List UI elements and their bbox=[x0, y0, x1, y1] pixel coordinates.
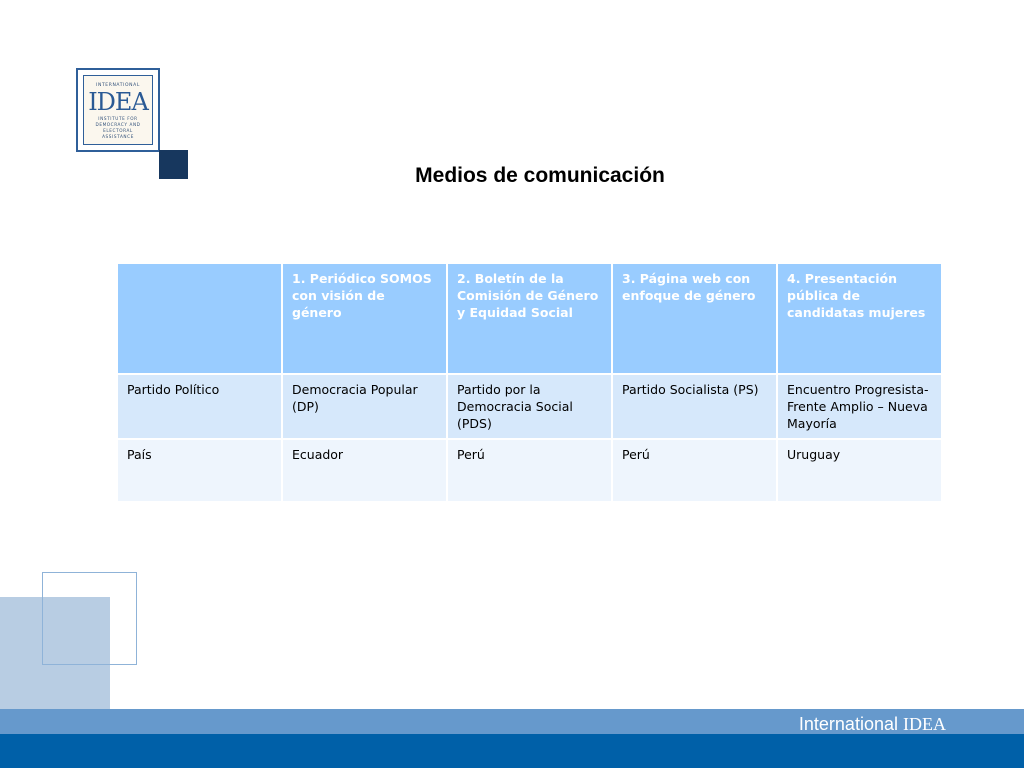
table-cell: País bbox=[117, 439, 282, 502]
slide-title: Medios de comunicación bbox=[415, 164, 665, 187]
header-cell bbox=[117, 263, 282, 374]
header-cell: 4. Presentación pública de candidatas mujeres bbox=[777, 263, 942, 374]
header-cell: 1. Periódico SOMOS con visión de género bbox=[282, 263, 447, 374]
table-cell: Partido Político bbox=[117, 374, 282, 439]
table-cell: Encuentro Progresista-Frente Amplio – Nueva Mayoría bbox=[777, 374, 942, 439]
logo-frame bbox=[83, 75, 153, 145]
table-cell: Perú bbox=[612, 439, 777, 502]
table-cell: Ecuador bbox=[282, 439, 447, 502]
footer-band-dark bbox=[0, 734, 1024, 768]
logo-main-text: IDEA bbox=[88, 88, 148, 116]
idea-logo bbox=[76, 68, 160, 152]
decorative-outline-square bbox=[42, 572, 137, 665]
logo-top-text: INTERNATIONAL bbox=[96, 83, 140, 88]
logo-sub-text: INSTITUTE FOR DEMOCRACY AND ELECTORAL ASSISTANCE bbox=[95, 116, 141, 139]
footer-brand-acronym: IDEA bbox=[903, 714, 946, 734]
footer-brand bbox=[799, 714, 946, 735]
table-cell: Uruguay bbox=[777, 439, 942, 502]
table-header-row bbox=[117, 263, 942, 374]
table-row bbox=[117, 439, 942, 502]
table-cell: Partido por la Democracia Social (PDS) bbox=[447, 374, 612, 439]
header-cell: 3. Página web con enfoque de género bbox=[612, 263, 777, 374]
table-cell: Democracia Popular (DP) bbox=[282, 374, 447, 439]
table-row bbox=[117, 374, 942, 439]
table-cell: Perú bbox=[447, 439, 612, 502]
header-cell: 2. Boletín de la Comisión de Género y Equidad Social bbox=[447, 263, 612, 374]
footer-brand-word: International bbox=[798, 714, 898, 734]
table-cell: Partido Socialista (PS) bbox=[612, 374, 777, 439]
media-table bbox=[116, 262, 943, 503]
